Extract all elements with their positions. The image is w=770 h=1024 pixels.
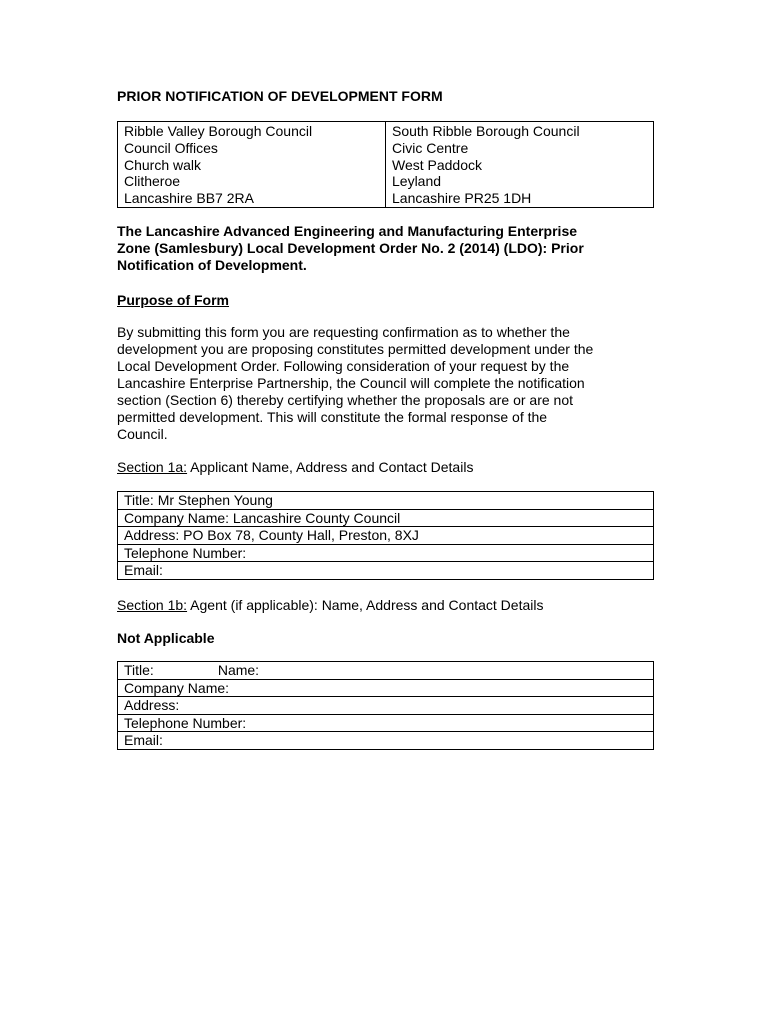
purpose-paragraph [117, 324, 654, 443]
not-applicable-label: Not Applicable [117, 630, 215, 646]
agent-company-cell[interactable]: Company Name: [118, 679, 654, 697]
address-line: Ribble Valley Borough Council [124, 123, 313, 139]
address-line: Civic Centre [392, 139, 469, 156]
agent-address-cell[interactable]: Address: [118, 697, 654, 715]
purpose-heading: Purpose of Form [117, 292, 230, 308]
paragraph-line: Lancashire Enterprise Partnership, the Council will complete the notification [117, 375, 585, 391]
ribble-valley-address [118, 122, 386, 208]
form-title: PRIOR NOTIFICATION OF DEVELOPMENT FORM [117, 88, 443, 104]
agent-title-name-cell[interactable] [118, 662, 654, 680]
agent-telephone-cell[interactable]: Telephone Number: [118, 714, 654, 732]
south-ribble-address [386, 122, 654, 208]
section-1a-text: Applicant Name, Address and Contact Details [187, 459, 474, 475]
council-address-table [117, 121, 654, 208]
paragraph-line: permitted development. This will constitute the formal response of the [117, 409, 548, 425]
address-line: Clitheroe [124, 173, 181, 190]
paragraph-line: development you are proposing constitutes permitted development under the [117, 341, 594, 357]
address-line: South Ribble Borough Council [392, 123, 580, 139]
paragraph-line: section (Section 6) thereby certifying whether the proposals are or are not [117, 392, 574, 408]
address-line: Lancashire BB7 2RA [124, 190, 254, 207]
ldo-heading-line: Zone (Samlesbury) Local Development Order No. 2 (2014) (LDO): Prior [117, 240, 584, 256]
agent-email-cell[interactable]: Email: [118, 732, 654, 750]
address-line: Leyland [392, 173, 442, 190]
applicant-email-cell[interactable]: Email: [118, 562, 654, 580]
ldo-heading [117, 223, 654, 274]
ldo-heading-line: The Lancashire Advanced Engineering and Manufacturing Enterprise [117, 223, 578, 239]
address-line: Lancashire PR25 1DH [392, 190, 532, 207]
address-line: West Paddock [392, 156, 483, 173]
paragraph-line: Council. [117, 426, 168, 442]
agent-title-label: Title: [124, 662, 154, 678]
address-line: Church walk [124, 156, 202, 173]
ldo-heading-line: Notification of Development. [117, 257, 307, 273]
applicant-company-cell[interactable]: Company Name: Lancashire County Council [118, 509, 654, 527]
section-1b-heading [117, 597, 543, 614]
agent-details-table [117, 661, 654, 750]
applicant-telephone-cell[interactable]: Telephone Number: [118, 544, 654, 562]
paragraph-line: By submitting this form you are requesting confirmation as to whether the [117, 324, 570, 340]
paragraph-line: Local Development Order. Following consideration of your request by the [117, 358, 570, 374]
applicant-address-cell[interactable]: Address: PO Box 78, County Hall, Preston, 8XJ [118, 527, 654, 545]
agent-name-label: Name: [217, 662, 260, 678]
applicant-details-table [117, 491, 654, 580]
section-1b-text: Agent (if applicable): Name, Address and Contact Details [187, 597, 544, 613]
applicant-title-cell[interactable]: Title: Mr Stephen Young [118, 492, 654, 510]
section-1a-label: Section 1a: [117, 459, 188, 475]
address-line: Council Offices [124, 139, 218, 156]
section-1a-heading [117, 459, 473, 476]
section-1b-label: Section 1b: [117, 597, 188, 613]
